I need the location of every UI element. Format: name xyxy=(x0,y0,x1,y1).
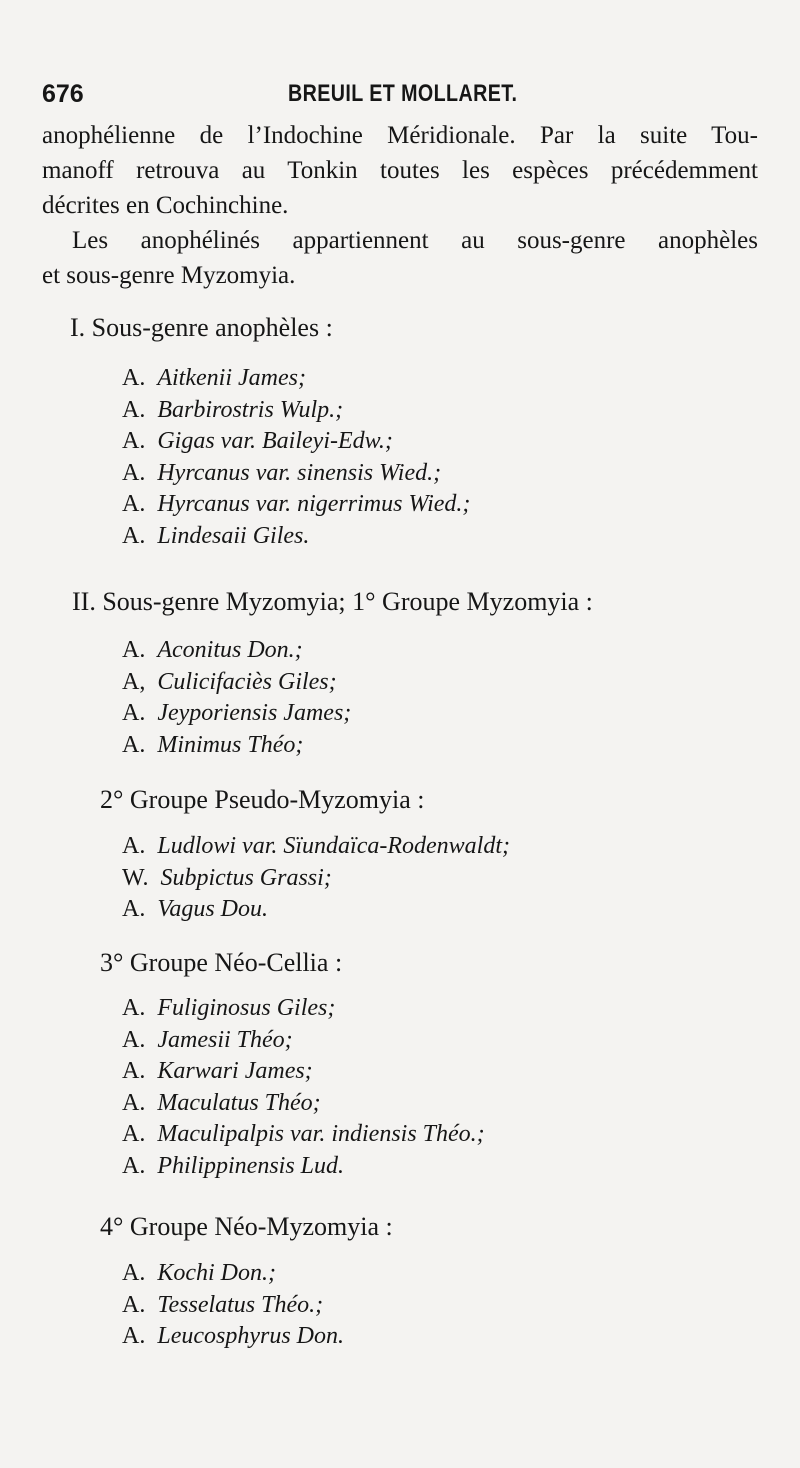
page-header xyxy=(42,80,702,114)
list-item: A. Kochi Don.; xyxy=(122,1260,276,1286)
section-heading-anopheles: I. Sous-genre anophèles : xyxy=(70,313,333,342)
list-item: A. Jeyporiensis James; xyxy=(122,700,352,726)
para2-line-2: et sous-genre Myzomyia. xyxy=(42,262,296,289)
running-head: BREUIL ET MOLLARET. xyxy=(288,80,518,107)
section-heading-pseudo-myzomyia: 2° Groupe Pseudo-Myzomyia : xyxy=(100,785,425,814)
list-item: A. Minimus Théo; xyxy=(122,731,304,758)
list-item: A. Hyrcanus var. nigerrimus Wied.; xyxy=(122,491,471,517)
list-item: A. Vagus Dou. xyxy=(122,896,269,922)
list-item: A. Karwari James; xyxy=(122,1058,313,1084)
species-list-neo-myzomyia xyxy=(122,1258,344,1353)
list-item: A. Philippinensis Lud. xyxy=(122,1152,345,1179)
list-item: A. Gigas var. Baileyi-Edw.; xyxy=(122,428,393,454)
section-heading-neo-cellia: 3° Groupe Néo-Cellia : xyxy=(100,948,343,977)
list-item: A. Leucosphyrus Don. xyxy=(122,1323,344,1349)
section-heading-myzomyia: II. Sous-genre Myzomyia; 1° Groupe Myzomyia : xyxy=(72,587,593,616)
list-item: A. Aconitus Don.; xyxy=(122,637,303,663)
list-item: A. Lindesaii Giles. xyxy=(122,522,310,549)
list-item: A. Fuliginosus Giles; xyxy=(122,995,336,1021)
list-item: A. Barbirostris Wulp.; xyxy=(122,396,344,423)
species-list-neo-cellia xyxy=(122,993,485,1182)
list-item: A. Hyrcanus var. sinensis Wied.; xyxy=(122,459,442,486)
intro-line-3: décrites en Cochinchine. xyxy=(42,192,289,219)
list-item: W. Subpictus Grassi; xyxy=(122,864,332,891)
species-list-pseudo-myzomyia xyxy=(122,831,510,926)
list-item: A. Ludlowi var. Sïundaïca-Rodenwaldt; xyxy=(122,833,510,859)
intro-paragraph xyxy=(42,118,758,223)
list-item: A. Maculatus Théo; xyxy=(122,1089,321,1116)
second-paragraph xyxy=(42,223,758,293)
species-list-myzomyia xyxy=(122,635,351,761)
para2-line-1: Les anophélinés appartiennent au sous-genre anophèles xyxy=(72,227,758,254)
list-item: A, Culicifaciès Giles; xyxy=(122,668,337,695)
intro-line-1: anophélienne de l’Indochine Méridionale. Par la suite Tou- xyxy=(42,122,758,149)
list-item: A. Maculipalpis var. indiensis Théo.; xyxy=(122,1121,485,1147)
section-heading-neo-myzomyia: 4° Groupe Néo-Myzomyia : xyxy=(100,1212,393,1241)
intro-line-2: manoff retrouva au Tonkin toutes les espèces précédemment xyxy=(42,157,758,184)
list-item: A. Aitkenii James; xyxy=(122,365,306,391)
page-number: 676 xyxy=(42,80,84,108)
list-item: A. Tesselatus Théo.; xyxy=(122,1291,324,1318)
species-list-anopheles xyxy=(122,363,470,552)
list-item: A. Jamesii Théo; xyxy=(122,1026,293,1053)
